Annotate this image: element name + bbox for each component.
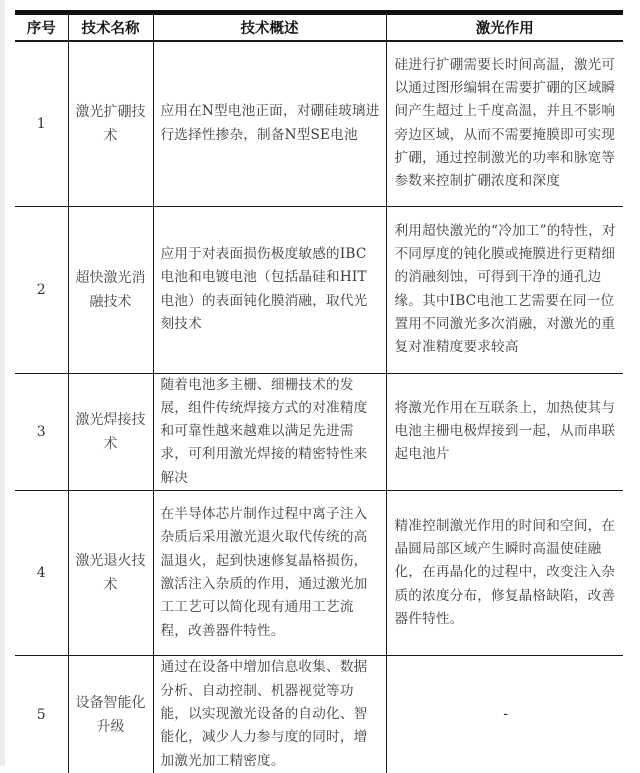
- table-row: [15, 655, 623, 773]
- row-index: 5: [15, 655, 68, 773]
- header-overview: 技术概述: [153, 15, 386, 41]
- laser-effect: 精准控制激光作用的时间和空间，在晶圆局部区域产生瞬时高温使硅融化，在再晶化的过程中，改变注入杂质的浓度分布，修复晶格缺陷，改善器件特性。: [386, 490, 623, 655]
- technology-name: 激光焊接技术: [68, 373, 153, 490]
- table: [15, 15, 623, 773]
- row-index: 4: [15, 490, 68, 655]
- row-index: 3: [15, 373, 68, 490]
- header-name: 技术名称: [68, 15, 153, 41]
- laser-effect: 利用超快激光的“冷加工”的特性，对不同厚度的钝化膜或掩膜进行更精细的消融刻蚀，可得到干净的通孔边缘。其中IBC电池工艺需要在同一位置用不同激光多次消融，对激光的重复对准精度要求较高: [386, 206, 623, 373]
- laser-effect: -: [386, 655, 623, 773]
- header-index: 序号: [26, 21, 56, 37]
- table-row: [15, 206, 623, 373]
- row-index: 2: [15, 206, 68, 373]
- laser-technology-table: [15, 10, 623, 773]
- technology-name: 激光扩硼技术: [68, 41, 153, 206]
- technology-overview: 应用于对表面损伤极度敏感的IBC电池和电镀电池（包括晶硅和HIT电池）的表面钝化膜消融，取代光刻技术: [153, 206, 386, 373]
- technology-overview: 应用在N型电池正面，对硼硅玻璃进行选择性掺杂，制备N型SE电池: [153, 41, 386, 206]
- row-index: 1: [15, 41, 68, 206]
- table-row: [15, 41, 623, 206]
- technology-overview: 通过在设备中增加信息收集、数据分析、自动控制、机器视觉等功能，以实现激光设备的自动化、智能化，减少人力参与度的同时，增加激光加工精密度。: [153, 655, 386, 773]
- laser-effect: 将激光作用在互联条上，加热使其与电池主栅电极焊接到一起，从而串联起电池片: [386, 373, 623, 490]
- page-edge: [0, 0, 5, 766]
- technology-overview: 在半导体芯片制作过程中离子注入杂质后采用激光退火取代传统的高温退火，起到快速修复晶格损伤，激活注入杂质的作用，通过激光加工工艺可以简化现有通用工艺流程，改善器件特性。: [153, 490, 386, 655]
- laser-effect: 硅进行扩硼需要长时间高温，激光可以通过图形编辑在需要扩硼的区域瞬间产生超过上千度高温，并且不影响旁边区域，从而不需要掩膜即可实现扩硼，通过控制激光的功率和脉宽等参数来控制扩硼浓度和深度: [386, 41, 623, 206]
- header-effect: 激光作用: [386, 15, 623, 41]
- table-row: [15, 373, 623, 490]
- table-row: [15, 490, 623, 655]
- technology-name: 设备智能化升级: [68, 655, 153, 773]
- technology-name: 激光退火技术: [68, 490, 153, 655]
- technology-name: 超快激光消融技术: [68, 206, 153, 373]
- header-row: [15, 15, 623, 41]
- technology-overview: 随着电池多主栅、细栅技术的发展，组件传统焊接方式的对准精度和可靠性越来越难以满足先进需求，可利用激光焊接的精密特性来解决: [153, 373, 386, 490]
